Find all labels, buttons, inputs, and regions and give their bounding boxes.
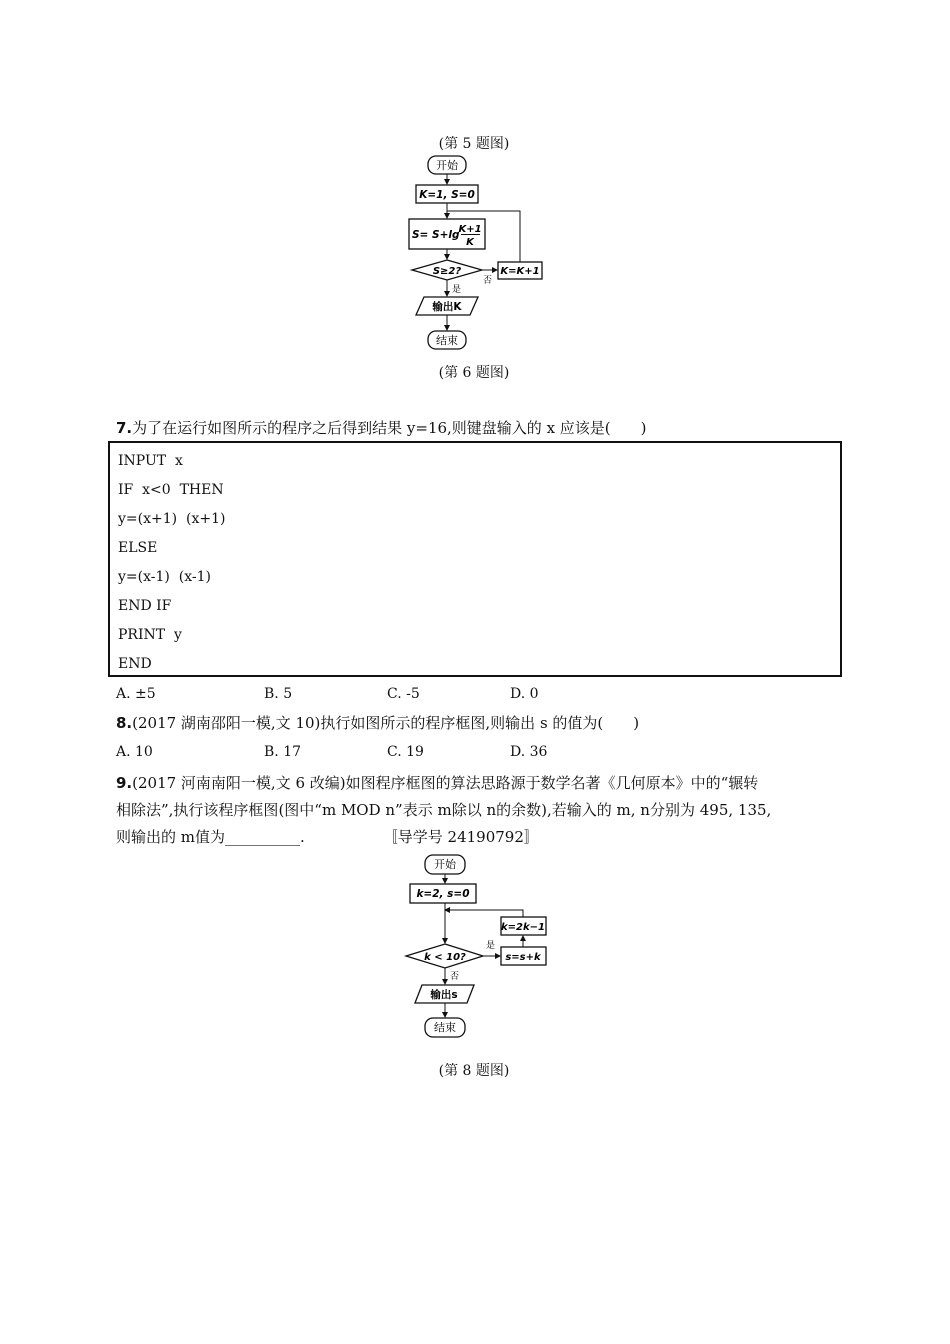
fig8-cond-text: k < 10? bbox=[424, 952, 466, 963]
fig6-assign-den: K bbox=[466, 237, 474, 248]
code-line: PRINT y bbox=[118, 627, 182, 643]
q7-option-a: A. ±5 bbox=[116, 686, 156, 702]
q8-option-b: B. 17 bbox=[264, 744, 302, 760]
fig8-no-label: 否 bbox=[450, 972, 460, 982]
code-line: END IF bbox=[118, 598, 172, 614]
code-line: ELSE bbox=[118, 540, 158, 556]
q8-stem bbox=[116, 710, 639, 737]
fig6-assign-num: K+1 bbox=[458, 224, 482, 235]
code-line: END bbox=[118, 656, 152, 672]
fig8-update-s-text: s=s+k bbox=[505, 952, 541, 963]
code-line: INPUT x bbox=[118, 453, 183, 469]
fig6-cond-text: S≥2? bbox=[432, 266, 462, 277]
code-line: y=(x+1) (x+1) bbox=[118, 511, 226, 527]
q7-option-d: D. 0 bbox=[510, 686, 539, 702]
code-line: IF x<0 THEN bbox=[118, 482, 224, 498]
fig6-init-text: K=1, S=0 bbox=[419, 189, 475, 201]
q9-stem bbox=[116, 770, 846, 851]
fig6-end-text: 结束 bbox=[436, 334, 458, 347]
q7-option-c: C. -5 bbox=[387, 686, 420, 702]
fig8-output-text: 输出s bbox=[430, 989, 458, 1001]
q7-stem bbox=[116, 415, 647, 442]
q8-text: (2017 湖南邵阳一模,文 10)执行如图所示的程序框图,则输出 s 的值为( ) bbox=[132, 714, 640, 732]
fig6-output-text: 输出K bbox=[432, 301, 462, 313]
q8-option-c: C. 19 bbox=[387, 744, 424, 760]
q7-program-box bbox=[108, 441, 842, 677]
fig8-yes-label: 是 bbox=[486, 941, 496, 951]
fig8-init-text: k=2, s=0 bbox=[416, 888, 470, 900]
fig5-caption: (第 5 题图) bbox=[438, 136, 510, 152]
q7-number: 7. bbox=[116, 419, 133, 437]
fig6-start-text: 开始 bbox=[436, 159, 458, 172]
q8-option-d: D. 36 bbox=[510, 744, 548, 760]
fig8-caption: (第 8 题图) bbox=[438, 1063, 510, 1079]
code-line: y=(x-1) (x-1) bbox=[118, 569, 211, 585]
fig8-update-k-text: k=2k−1 bbox=[501, 922, 545, 933]
fig8-flowchart bbox=[400, 850, 560, 1045]
q9-number: 9. bbox=[116, 774, 133, 792]
fig6-assign-lhs: S= S+lg bbox=[412, 229, 460, 241]
fig6-yes-label: 是 bbox=[452, 285, 462, 295]
q9-line3: 则输出的 m值为__________. 〚导学号 24190792〛 bbox=[116, 828, 539, 846]
fig6-caption: (第 6 题图) bbox=[438, 365, 510, 381]
q8-option-a: A. 10 bbox=[116, 744, 153, 760]
q8-number: 8. bbox=[116, 714, 133, 732]
fig6-flowchart bbox=[400, 150, 560, 355]
q9-reference: 〚导学号 24190792〛 bbox=[382, 828, 539, 846]
q9-line1: 9.(2017 河南南阳一模,文 6 改编)如图程序框图的算法思路源于数学名著《几何原本》中的“辗转 bbox=[116, 774, 759, 792]
fig6-incr-text: K=K+1 bbox=[500, 266, 540, 277]
q7-text: 为了在运行如图所示的程序之后得到结果 y=16,则键盘输入的 x 应该是( ) bbox=[132, 419, 647, 437]
fig8-end-text: 结束 bbox=[434, 1021, 456, 1034]
fig6-no-label: 否 bbox=[483, 276, 493, 286]
q7-option-b: B. 5 bbox=[264, 686, 293, 702]
fig8-start-text: 开始 bbox=[434, 858, 456, 871]
q9-line2: 相除法”,执行该程序框图(图中“m MOD n”表示 m除以 n的余数),若输入的 m, n分别为 495, 135, bbox=[116, 801, 772, 819]
